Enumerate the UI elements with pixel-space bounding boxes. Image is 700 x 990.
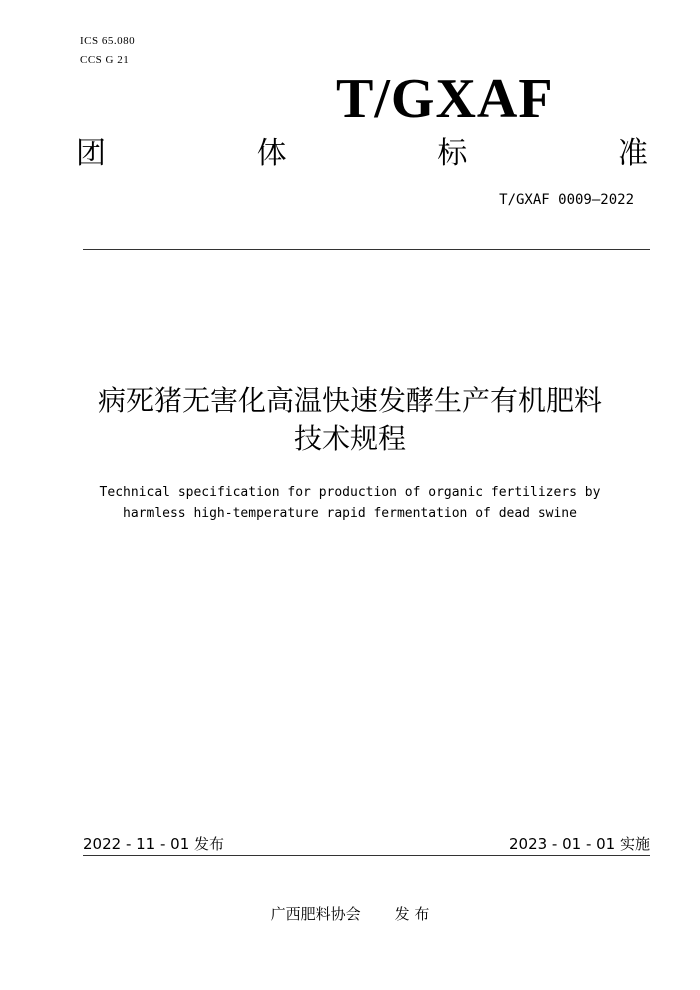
issue-date: 2022 - 11 - 01 发布: [83, 835, 225, 853]
english-title-line: harmless high-temperature rapid fermentation of dead swine: [123, 506, 577, 521]
standard-number: T/GXAF 0009—2022: [499, 192, 634, 208]
document-type-heading: [76, 134, 648, 174]
chinese-title: [60, 382, 640, 458]
publisher-line: [0, 904, 700, 924]
top-divider: [83, 249, 650, 250]
chinese-title-line: 技术规程: [293, 422, 406, 455]
chinese-title-line: 病死猪无害化高温快速发酵生产有机肥料: [97, 384, 602, 417]
bottom-divider: [83, 855, 650, 856]
implementation-date: 2023 - 01 - 01 实施: [508, 835, 650, 853]
doc-type-char: 准: [617, 136, 648, 171]
standard-brand-logo: T/GXAF: [336, 68, 554, 130]
publisher-name: 广西肥料协会: [270, 905, 361, 923]
ccs-code: CCS G 21: [80, 54, 130, 66]
doc-type-char: 标: [437, 136, 468, 171]
ics-code: ICS 65.080: [80, 35, 136, 47]
english-title: [60, 482, 640, 524]
doc-type-char: 体: [256, 136, 287, 171]
doc-type-char: 团: [76, 136, 106, 171]
publish-action: 发 布: [394, 905, 430, 923]
english-title-line: Technical specification for production of organic fertilizers by: [99, 485, 601, 500]
